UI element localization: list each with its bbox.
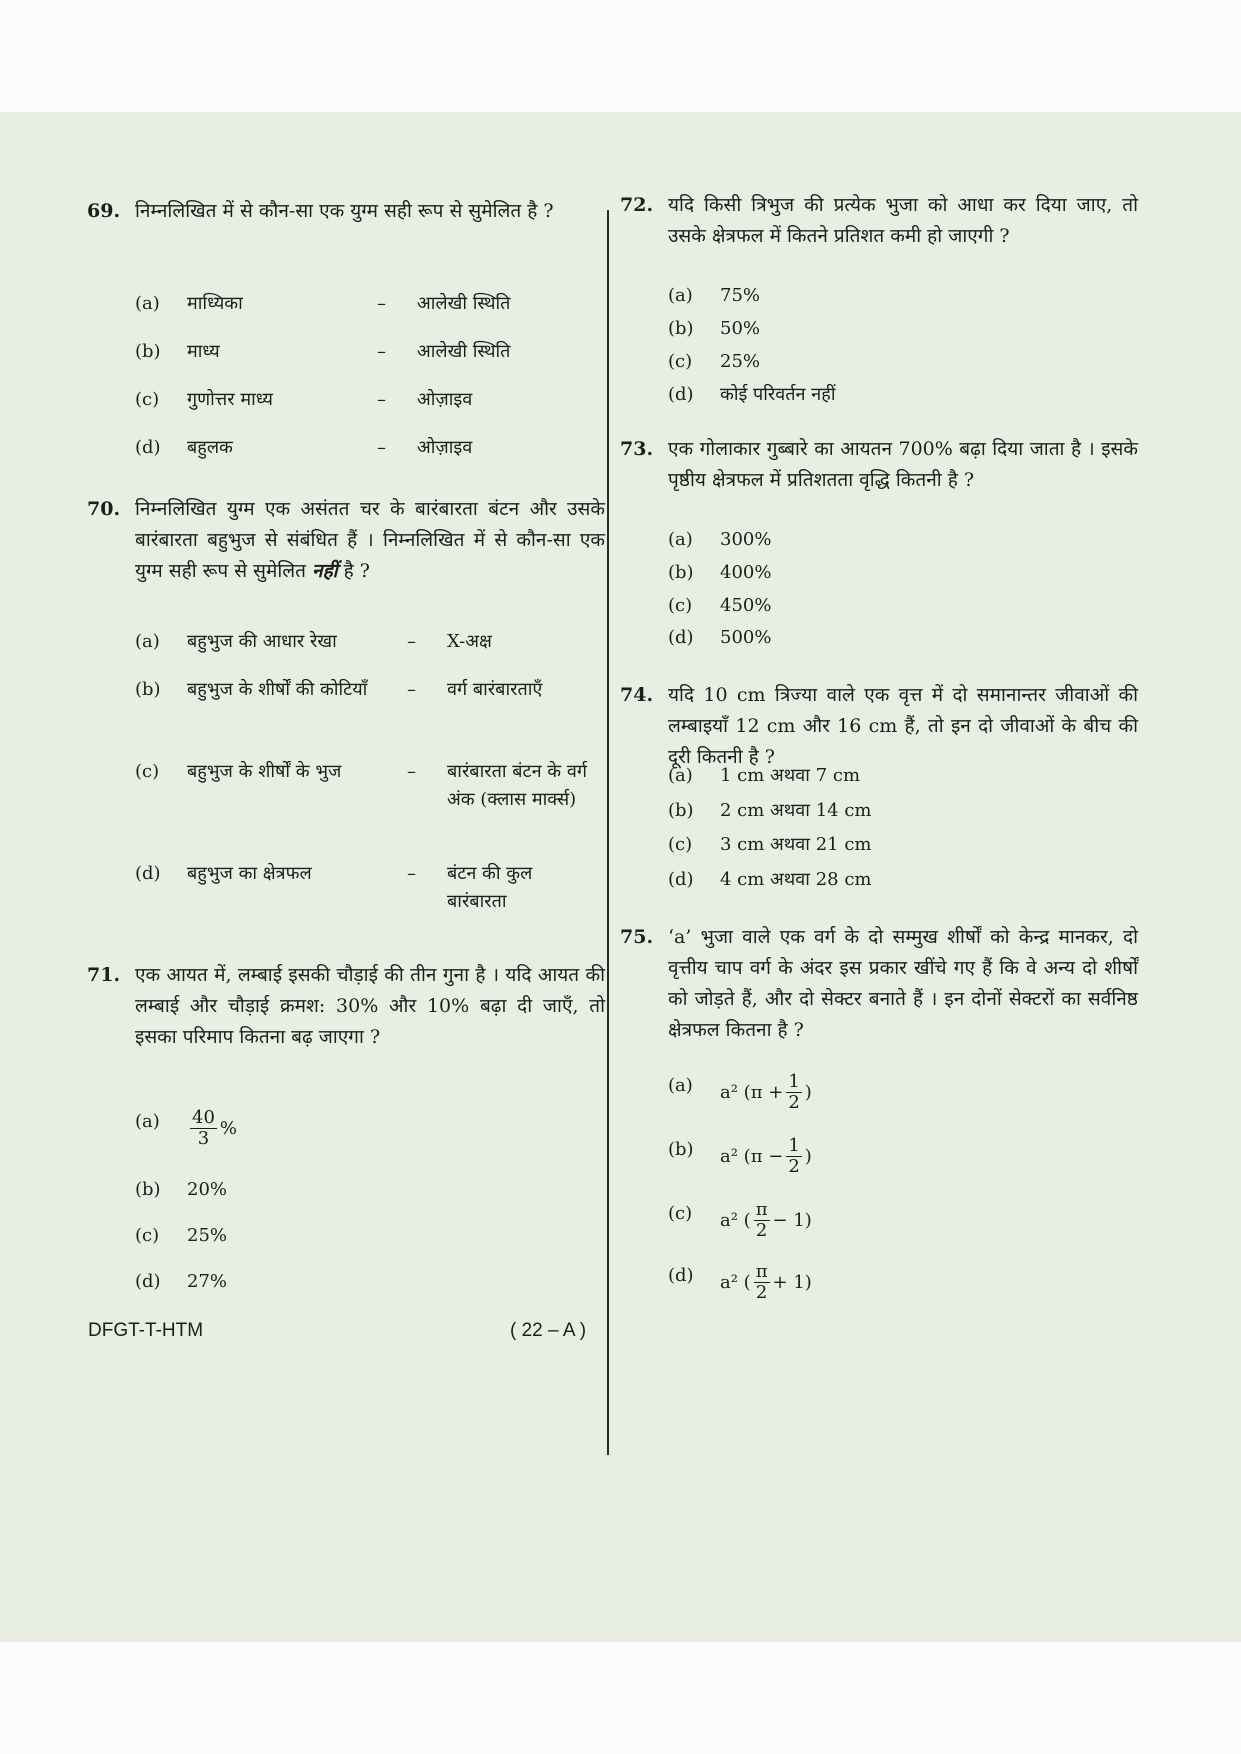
option-label: (d) [668, 1265, 694, 1286]
option-a[interactable] [668, 1072, 812, 1113]
question-text [135, 494, 605, 587]
paper-code: DFGT-T-HTM [88, 1320, 204, 1341]
option-a[interactable] [668, 762, 860, 790]
option-text: 4 cm अथवा 28 cm [720, 869, 872, 890]
option-label: (b) [668, 1139, 694, 1160]
question-74 [620, 680, 1138, 773]
option-label: (c) [668, 834, 693, 855]
option-text: 1 cm अथवा 7 cm [720, 765, 861, 786]
question-text-main: एक आयत में, लम्बाई इसकी चौड़ाई की तीन गुना है । यदि आयत की लम्बाई और चौड़ाई क्रमश: 30% और 10% बढ़ा दी जाएँ, तो इसका परिमाप कितना बढ़ जाएगा ? [135, 964, 605, 1048]
option-b[interactable] [668, 1136, 812, 1177]
question-text-main: ‘a’ भुजा वाले एक वर्ग के दो सम्मुख शीर्षों को केन्द्र मानकर, दो वृत्तीय चाप वर्ग के अंदर इस प्रकार खींचे गए हैं कि वे अन्य दो शीर्षों को जोड़ते हैं, और दो सेक्टर बनाते हैं । इन दोनों सेक्टरों का सर्वनिष्ठ क्षेत्रफल कितना है ? [668, 926, 1138, 1041]
question-text-emphasis: नहीं [312, 560, 338, 582]
question-text-main: यदि किसी त्रिभुज की प्रत्येक भुजा को आधा कर दिया जाए, तो उसके क्षेत्रफल में कितने प्रतिशत कमी हो जाएगी ? [668, 194, 1138, 247]
option-left: बहुभुज की आधार रेखा [187, 631, 337, 652]
option-label: (a) [668, 529, 693, 550]
question-number: 69. [87, 200, 121, 222]
option-text: 400% [720, 562, 772, 583]
option-label: (a) [135, 1111, 160, 1132]
option-b[interactable] [135, 676, 597, 704]
option-d[interactable] [668, 624, 771, 652]
option-right: ओज़ाइव [417, 389, 473, 410]
option-label: (c) [668, 351, 693, 372]
fraction [190, 1108, 217, 1149]
option-text: 50% [720, 318, 761, 339]
option-right: बंटन की कुल बारंबारता [447, 863, 533, 912]
option-left: बहुभुज के शीर्षों के भुज [187, 761, 342, 782]
option-label: (b) [668, 562, 694, 583]
fraction [786, 1136, 801, 1177]
option-label: (d) [135, 437, 161, 458]
option-label: (c) [135, 761, 160, 782]
option-label: (d) [668, 384, 694, 405]
option-text: 2 cm अथवा 14 cm [720, 800, 872, 821]
option-label: (c) [135, 389, 160, 410]
expression-prefix: a² ( [720, 1271, 751, 1293]
question-text-main: एक गोलाकार गुब्बारे का आयतन 700% बढ़ा दिया जाता है । इसके पृष्ठीय क्षेत्रफल में प्रतिशतता वृद्धि कितनी है ? [668, 438, 1138, 491]
expression-prefix: a² (π + [720, 1081, 784, 1103]
option-dash: – [377, 293, 386, 314]
option-label: (b) [135, 679, 161, 700]
option-dash: – [377, 341, 386, 362]
question-72 [620, 190, 1138, 252]
option-dash: – [407, 679, 416, 700]
question-number: 75. [620, 926, 654, 948]
option-dash: – [407, 631, 416, 652]
question-75 [620, 922, 1138, 1046]
question-text-main: निम्नलिखित युग्म एक असंतत चर के बारंबारता बंटन और उसके बारंबारता बहुभुज से संबंधित हैं । निम्नलिखित में से कौन-सा एक युग्म सही रूप से सुमेलित [135, 498, 605, 582]
option-b[interactable] [668, 559, 771, 587]
option-expression [720, 1262, 812, 1303]
option-left: बहुलक [187, 437, 233, 458]
option-b[interactable] [135, 1176, 227, 1204]
option-a[interactable] [135, 290, 577, 318]
option-left: माध्य [187, 341, 220, 362]
option-text: 25% [187, 1225, 228, 1246]
question-69 [87, 196, 605, 227]
fraction [754, 1200, 770, 1241]
fraction-denominator: 2 [788, 1092, 800, 1113]
option-b[interactable] [668, 797, 871, 825]
expression-suffix: + 1) [772, 1271, 812, 1293]
option-d[interactable] [668, 866, 871, 894]
expression-suffix: % [219, 1117, 238, 1139]
option-label: (c) [135, 1225, 160, 1246]
fraction-denominator: 2 [788, 1156, 800, 1177]
page-number: ( 22 – A ) [510, 1320, 587, 1341]
option-a[interactable] [668, 526, 771, 554]
question-text [668, 190, 1138, 252]
option-label: (d) [668, 869, 694, 890]
option-right: आलेखी स्थिति [417, 293, 511, 314]
option-c[interactable] [668, 592, 771, 620]
expression-suffix: ) [804, 1145, 812, 1167]
option-right: वर्ग बारंबारताएँ [447, 679, 543, 700]
option-left: माध्यिका [187, 293, 243, 314]
expression-suffix: ) [804, 1081, 812, 1103]
option-left: गुणोत्तर माध्य [187, 389, 273, 410]
option-expression [720, 1072, 812, 1113]
fraction-denominator: 2 [755, 1282, 768, 1303]
option-label: (b) [135, 341, 161, 362]
expression-suffix: − 1) [772, 1209, 812, 1231]
fraction [754, 1262, 770, 1303]
option-label: (b) [135, 1179, 161, 1200]
option-label: (d) [135, 863, 161, 884]
option-text: 75% [720, 285, 761, 306]
option-label: (a) [668, 765, 693, 786]
option-text: कोई परिवर्तन नहीं [720, 384, 836, 405]
option-dash: – [377, 437, 386, 458]
question-number: 71. [87, 964, 121, 986]
option-c[interactable] [135, 1222, 227, 1250]
expression-prefix: a² (π − [720, 1145, 784, 1167]
option-b[interactable] [135, 338, 577, 366]
option-text: 450% [720, 595, 772, 616]
question-number: 73. [620, 438, 654, 460]
fraction [786, 1072, 801, 1113]
option-c[interactable] [668, 348, 760, 376]
question-text [135, 196, 605, 227]
option-a[interactable] [668, 282, 760, 310]
option-expression [187, 1108, 237, 1149]
question-number: 70. [87, 498, 121, 520]
option-c[interactable] [668, 1200, 812, 1241]
option-label: (a) [135, 293, 160, 314]
question-text [668, 434, 1138, 496]
option-d[interactable] [135, 1268, 227, 1296]
option-a[interactable] [135, 1108, 237, 1149]
option-dash: – [407, 761, 416, 782]
option-c[interactable] [135, 758, 597, 814]
option-dash: – [377, 389, 386, 410]
option-d[interactable] [135, 434, 577, 462]
option-d[interactable] [668, 381, 835, 409]
option-c[interactable] [135, 386, 577, 414]
fraction-denominator: 2 [755, 1220, 768, 1241]
option-label: (b) [668, 318, 694, 339]
question-text-main: निम्नलिखित में से कौन-सा एक युग्म सही रूप से सुमेलित है ? [135, 200, 554, 222]
option-d[interactable] [135, 860, 597, 916]
question-text-main: यदि 10 cm त्रिज्या वाले एक वृत्त में दो समानान्तर जीवाओं की लम्बाइयाँ 12 cm और 16 cm हैं, तो इन दो जीवाओं के बीच की दूरी कितनी है ? [668, 684, 1138, 768]
option-right: बारंबारता बंटन के वर्ग अंक (क्लास मार्क्स) [447, 761, 587, 810]
question-71 [87, 960, 605, 1053]
expression-prefix: a² ( [720, 1209, 751, 1231]
question-73 [620, 434, 1138, 496]
option-expression [720, 1200, 812, 1241]
option-right: ओज़ाइव [417, 437, 473, 458]
fraction-numerator: 40 [192, 1107, 215, 1128]
option-text: 20% [187, 1179, 228, 1200]
option-left: बहुभुज के शीर्षों की कोटियाँ [187, 679, 368, 700]
option-dash: – [407, 863, 416, 884]
fraction-numerator: π [755, 1261, 768, 1282]
question-70 [87, 494, 605, 587]
option-label: (c) [668, 1203, 693, 1224]
question-text [668, 922, 1138, 1046]
option-right: आलेखी स्थिति [417, 341, 511, 362]
question-number: 72. [620, 194, 654, 216]
option-text: 3 cm अथवा 21 cm [720, 834, 872, 855]
fraction-numerator: 1 [788, 1135, 800, 1156]
question-number: 74. [620, 684, 654, 706]
option-a[interactable] [135, 628, 597, 656]
fraction-denominator: 3 [197, 1128, 210, 1149]
column-divider [607, 210, 609, 1455]
option-text: 27% [187, 1271, 228, 1292]
option-c[interactable] [668, 831, 871, 859]
question-text [135, 960, 605, 1053]
option-text: 500% [720, 627, 772, 648]
option-label: (c) [668, 595, 693, 616]
option-label: (d) [135, 1271, 161, 1292]
question-text-end: है ? [343, 560, 370, 582]
question-text [668, 680, 1138, 773]
option-d[interactable] [668, 1262, 812, 1303]
option-text: 300% [720, 529, 772, 550]
option-label: (a) [668, 285, 693, 306]
option-label: (a) [135, 631, 160, 652]
fraction-numerator: π [755, 1199, 768, 1220]
option-left: बहुभुज का क्षेत्रफल [187, 863, 312, 884]
option-label: (d) [668, 627, 694, 648]
option-text: 25% [720, 351, 761, 372]
option-expression [720, 1136, 812, 1177]
option-label: (a) [668, 1075, 693, 1096]
option-b[interactable] [668, 315, 760, 343]
option-label: (b) [668, 800, 694, 821]
option-right: X-अक्ष [447, 631, 492, 652]
fraction-numerator: 1 [788, 1071, 800, 1092]
